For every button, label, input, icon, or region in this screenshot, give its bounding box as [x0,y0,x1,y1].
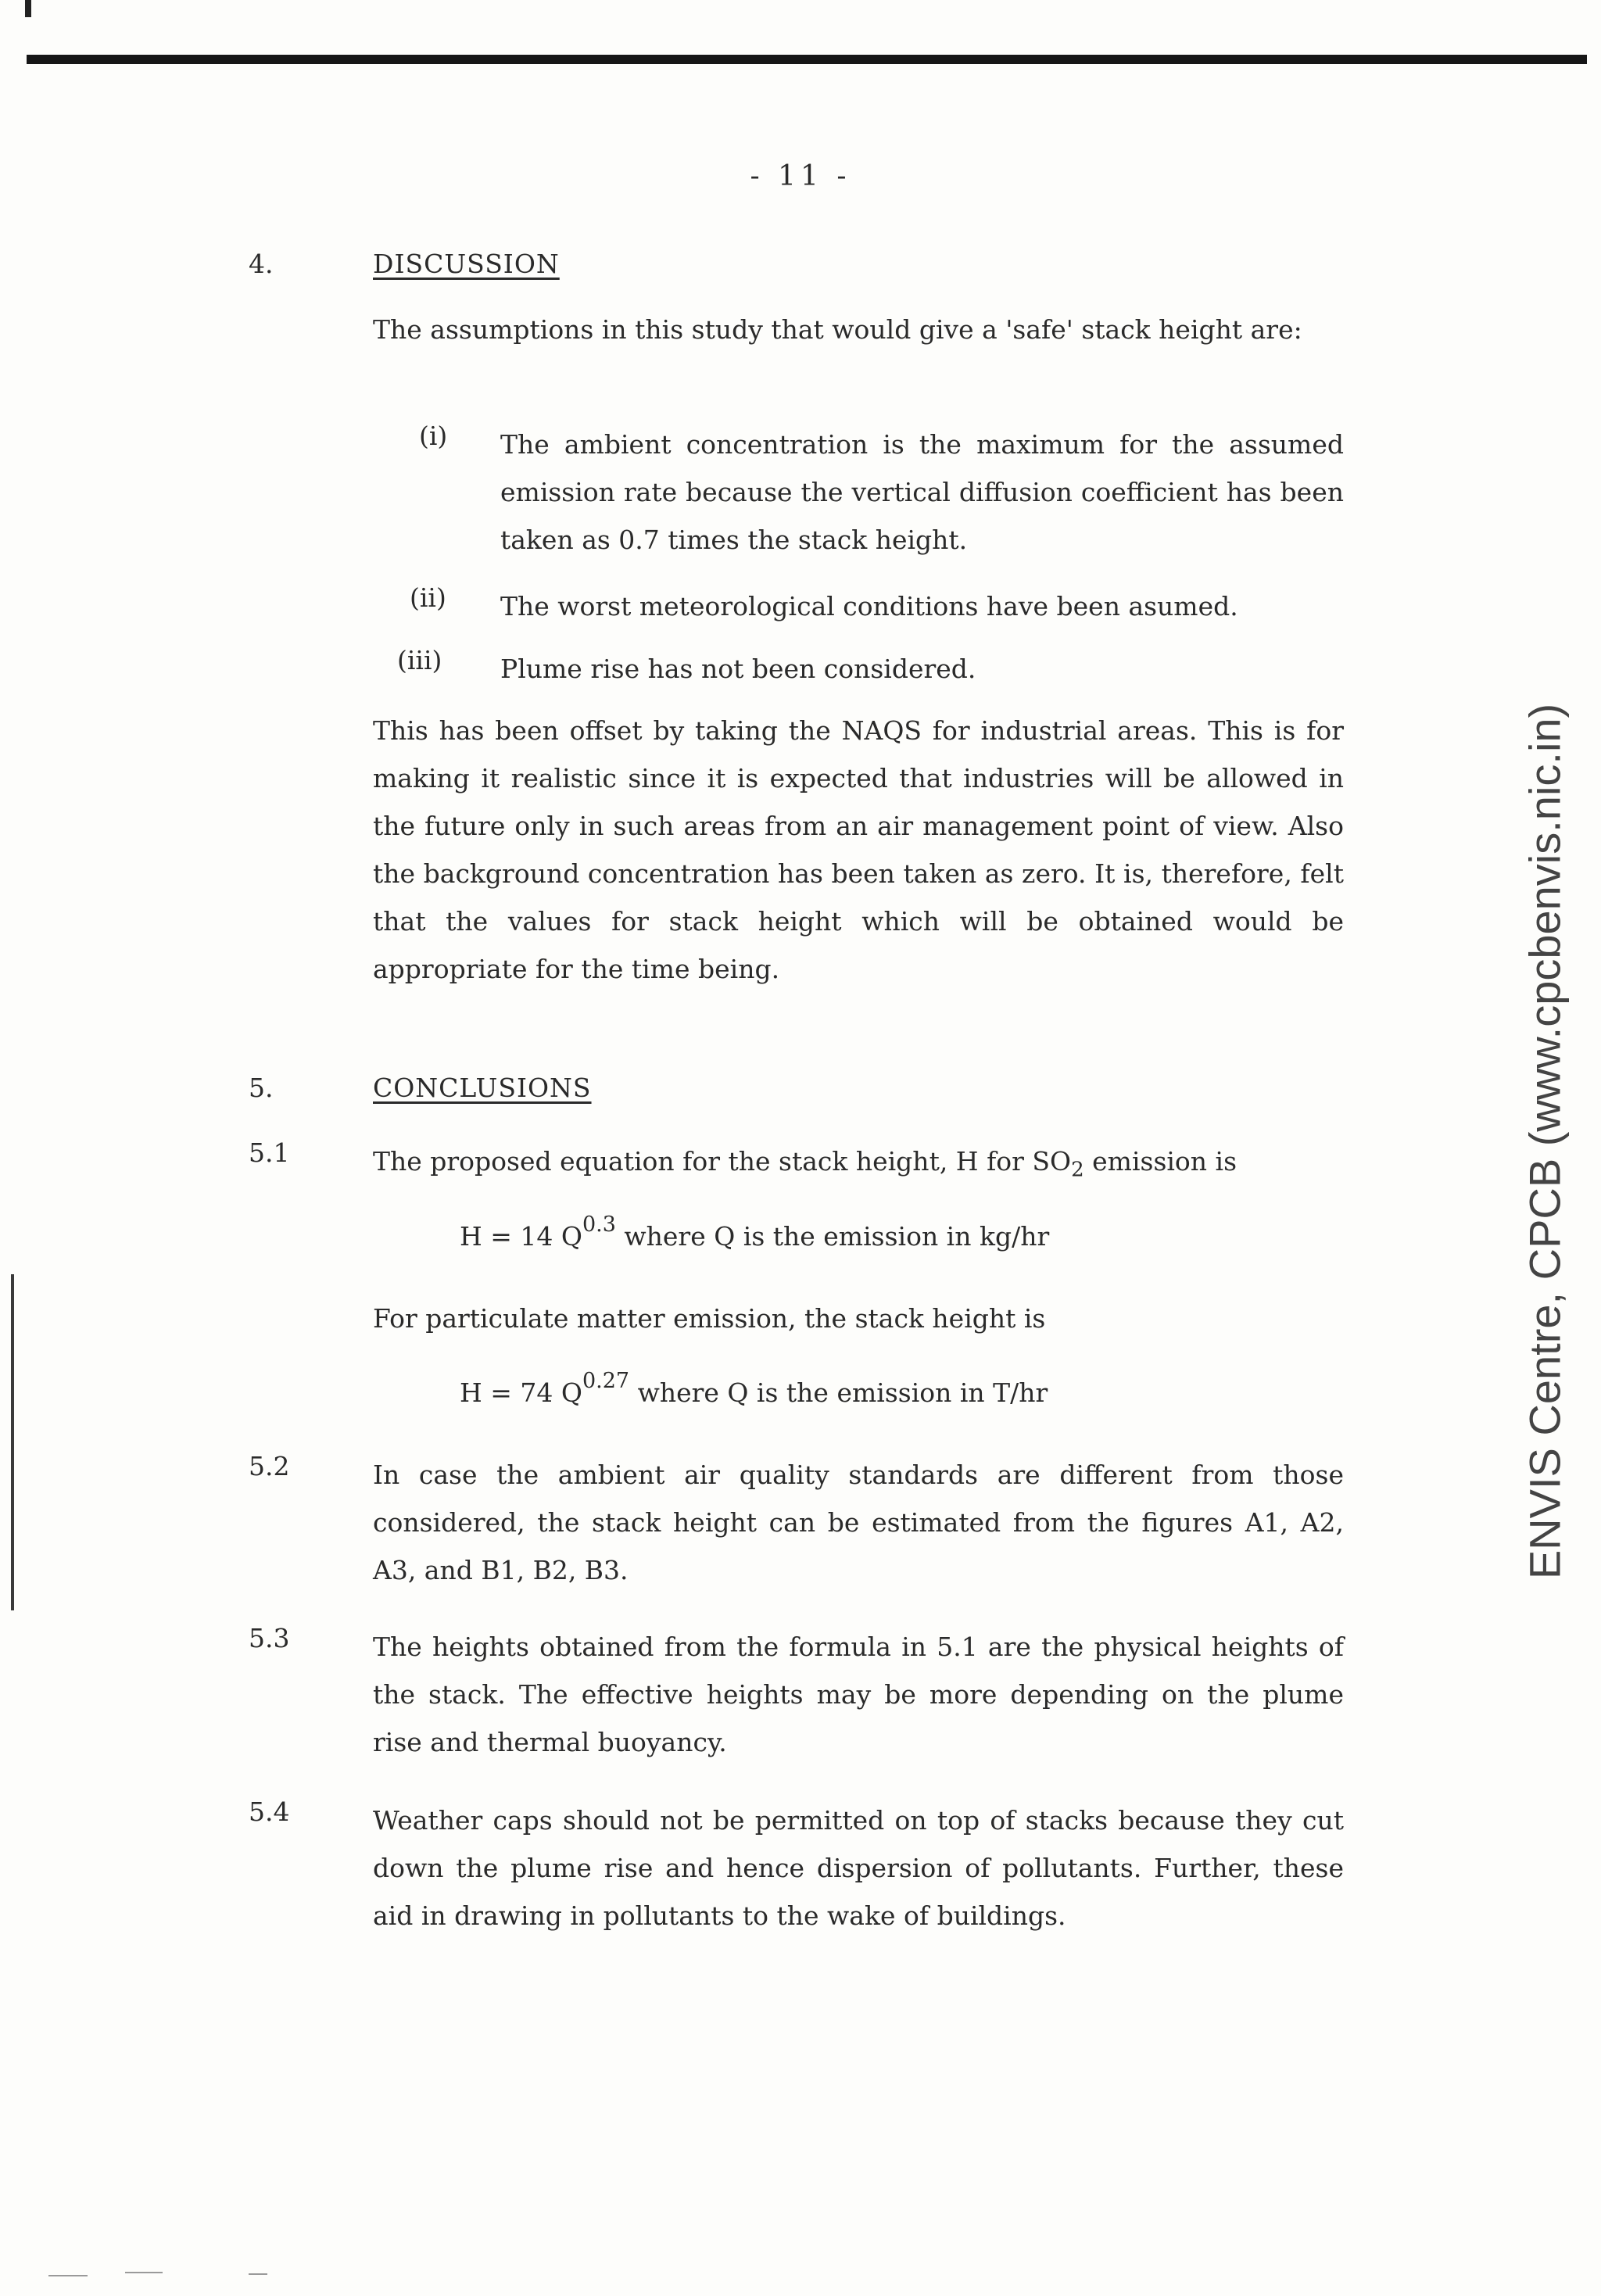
particulate-intro: For particulate matter emission, the stack height is [373,1303,1046,1334]
clause-5-3-text: The heights obtained from the formula in 5.1 are the physical heights of the stack. The effective heights may be more depending on the plume rise and thermal buoyancy. [373,1632,1344,1757]
clause-5-2-text: In case the ambient air quality standards are different from those considered, the stack height can be estimated from the figures A1, A2, A3, and B1, B2, B3. [373,1460,1344,1585]
equation-so2-lhs: H = 14 Q [460,1221,582,1252]
assumption-marker-iii: (iii) [397,645,442,675]
equation-pm [460,1369,1048,1408]
clause-5-4-text: Weather caps should not be permitted on top of stacks because they cut down the plume rise and hence dispersion of pollutants. Further, these aid in drawing in pollutants to the wake of buildings. [373,1805,1344,1931]
equation-so2-exponent: 0.3 [582,1212,616,1237]
clause-5-4-number: 5.4 [249,1796,290,1827]
assumption-iii-text: Plume rise has not been considered. [500,654,976,684]
section-5-number: 5. [249,1073,274,1103]
scan-speck [125,2272,163,2273]
discussion-intro: The assumptions in this study that would give a 'safe' stack height are: [373,314,1302,345]
scan-corner-mark [25,0,31,17]
page-number: - 11 - [750,160,851,192]
assumption-marker-i: (i) [419,421,448,451]
equation-pm-exponent: 0.27 [582,1369,630,1393]
clause-5-1-text-before: The proposed equation for the stack height, H for SO [373,1146,1072,1177]
envis-watermark: ENVIS Centre, CPCB (www.cpcbenvis.nic.in) [1520,703,1570,1580]
equation-so2-rhs: where Q is the emission in kg/hr [615,1221,1050,1252]
clause-5-1-number: 5.1 [249,1137,290,1168]
scan-speck [249,2273,267,2275]
clause-5-1-text [373,1137,1344,1195]
section-4-number: 4. [249,249,274,279]
section-4-heading: DISCUSSION [373,249,560,279]
assumption-ii-text: The worst meteorological conditions have been asumed. [500,591,1238,621]
clause-5-1-text-after: emission is [1083,1146,1237,1177]
scan-margin-line [11,1274,14,1610]
top-rule [27,55,1587,64]
clause-5-2-number: 5.2 [249,1451,290,1481]
clause-5-3-number: 5.3 [249,1623,290,1653]
section-5-heading: CONCLUSIONS [373,1073,592,1103]
assumption-i-text: The ambient concentration is the maximum for the assumed emission rate because the vertical diffusion coefficient has been taken as 0.7 times the stack height. [500,429,1344,555]
equation-pm-rhs: where Q is the emission in T/hr [629,1377,1048,1408]
equation-pm-lhs: H = 74 Q [460,1377,582,1408]
so2-subscript: 2 [1071,1158,1084,1182]
equation-so2 [460,1212,1050,1252]
assumption-marker-ii: (ii) [410,582,446,613]
scan-speck [48,2275,88,2276]
discussion-closing: This has been offset by taking the NAQS for industrial areas. This is for making it realistic since it is expected that industries will be allowed in the future only in such areas from an air management point of view. Also the background concentration has been taken as zero. It is, therefore, felt that the values for stack height which will be obtained would be appropriate for the time being. [373,715,1344,984]
